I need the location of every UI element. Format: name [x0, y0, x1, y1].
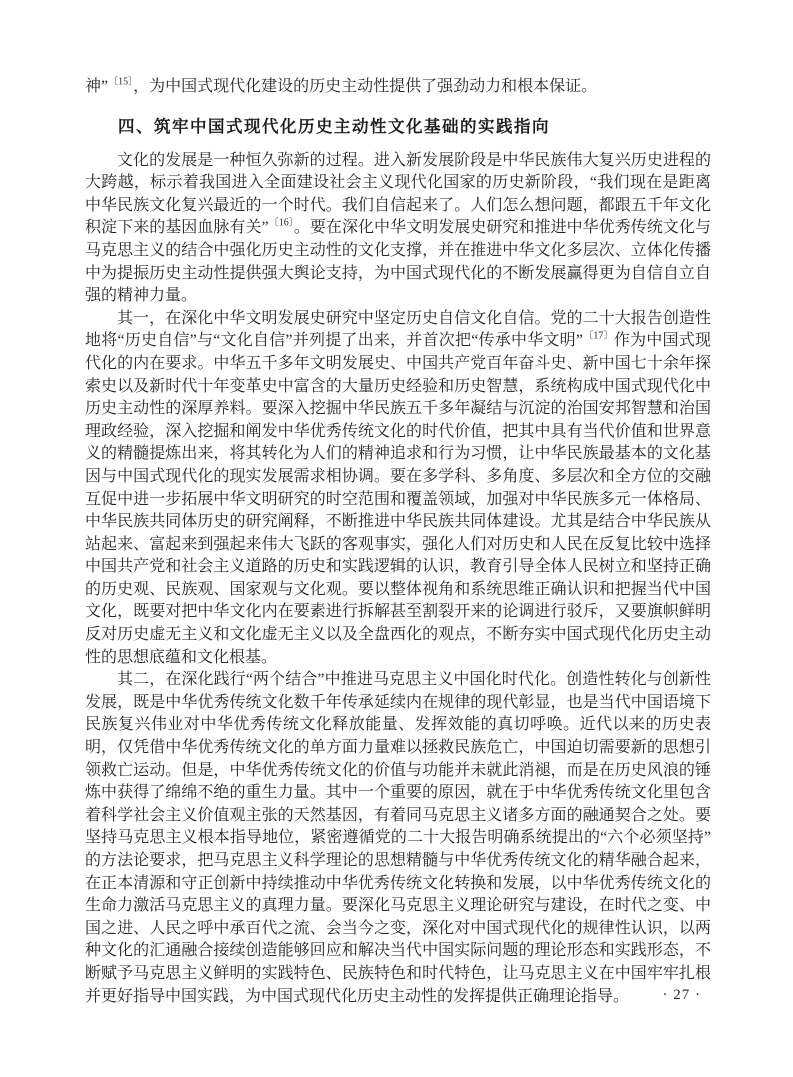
- text-run: 作为中国式现代化的内在要求。中华五千多年文明发展史、中国共产党百年奋斗史、新中国七十余年探索史以及新时代十年变革史中富含的大量历史经验和历史智慧，系统构成中国式现代化中历史主动性的深厚养料。要深入挖掘中华民族五千多年凝结与沉淀的治国安邦智慧和治国理政经验，深入挖掘和阐发中华优秀传统文化的时代价值，把其中具有当代价值和世界意义的精髓提炼出来，将其转化为人们的精神追求和行为习惯，让中华民族最基本的文化基因与中国式现代化的现实发展需求相协调。要在多学科、多角度、多层次和全方位的交融互促中进一步拓展中华文明研究的时空范围和覆盖领域，加强对中华民族多元一体格局、中华民族共同体历史的研究阐释，不断推进中华民族共同体建设。尤其是结合中华民族从站起来、富起来到强起来伟大飞跃的客观事实，强化人们对历史和人民在反复比较中选择中国共产党和社会主义道路的历史和实践逻辑的认识，教育引导全体人民树立和坚持正确的历史观、民族观、国家观与文化观。要以整体视角和系统思维正确认识和把握当代中国文化，既要对把中华文化内在要素进行拆解甚至割裂开来的论调进行驳斥，又要旗帜鲜明反对历史虚无主义和文化虚无主义以及全盘西化的观点，不断夯实中国式现代化历史主动性的思想底蕴和文化根基。: [85, 332, 711, 666]
- text-run: 。要在深化中华文明发展史研究和推进中华优秀传统文化与马克思主义的结合中强化历史主动性的文化支撑，并在推进中华文化多层次、立体化传播中为提振历史主动性提供强大舆论支持，为中国式现代化的不断发展赢得更为自信自立自强的精神力量。: [85, 219, 711, 305]
- section-heading: 四、筑牢中国式现代化历史主动性文化基础的实践指向: [118, 117, 550, 136]
- citation-reference: 〔17〕: [582, 331, 614, 343]
- paragraph-point-one: [85, 308, 711, 670]
- text-run: ，为中国式现代化建设的历史主动性提供了强劲动力和根本保证。: [133, 78, 598, 95]
- page-number: · 27 ·: [662, 987, 701, 1003]
- paragraph-point-two: [85, 669, 711, 1008]
- paragraph-intro: [85, 150, 711, 308]
- text-run: 文化的发展是一种恒久弥新的过程。进入新发展阶段是中华民族伟大复兴历史进程的大跨越，标示着我国进入全面建设社会主义现代化国家的历史新阶段，“我们现在是距离中华民族文化复兴最近的一个时代。我们自信起来了。人们怎么想问题，都跟五千年文化积淀下来的基因血脉有关”: [85, 151, 711, 237]
- article-body: [85, 76, 711, 1008]
- continuation-paragraph: [85, 76, 711, 99]
- text-run: 其一，在深化中华文明发展史研究中坚定历史自信文化自信。党的二十大报告创造性地将“历史自信”与“文化自信”并列提了出来，并首次把“传承中华文明”: [85, 309, 711, 350]
- text-run: 其二，在深化践行“两个结合”中推进马克思主义中国化时代化。创造性转化与创新性发展，既是中华优秀传统文化数千年传承延续内在规律的现代彰显，也是当代中国语境下民族复兴伟业对中华优秀传统文化释放能量、发挥效能的真切呼唤。近代以来的历史表明，仅凭借中华优秀传统文化的单方面力量难以拯救民族危亡，中国迫切需要新的思想引领救亡运动。但是，中华优秀传统文化的价值与功能并未就此消褪，而是在历史风浪的锤炼中获得了绵绵不绝的重生力量。其中一个重要的原因，就在于中华优秀传统文化里包含着科学社会主义价值观主张的天然基因，有着同马克思主义诸多方面的融通契合之处。要坚持马克思主义根本指导地位，紧密遵循党的二十大报告明确系统提出的“六个必须坚持”的方法论要求，把马克思主义科学理论的思想精髓与中华优秀传统文化的精华融合起来，在正本清源和守正创新中持续推动中华优秀传统文化转换和发展，以中华优秀传统文化的生命力激活马克思主义的真理力量。要深化马克思主义理论研究与建设，在时代之变、中国之进、人民之呼中承百代之流、会当今之变，深化对中国式现代化的规律性认识，以两种文化的汇通融合接续创造能够回应和解决当代中国实际问题的理论形态和实践形态，不断赋予马克思主义鲜明的实践特色、民族特色和时代特色，让马克思主义在中国牢牢扎根并更好指导中国实践，为中国式现代化历史主动性的发挥提供正确理论指导。: [85, 671, 711, 1005]
- text-run: 神”: [85, 78, 109, 95]
- citation-reference: 〔15〕: [108, 76, 134, 88]
- citation-reference: 〔16〕: [268, 218, 294, 230]
